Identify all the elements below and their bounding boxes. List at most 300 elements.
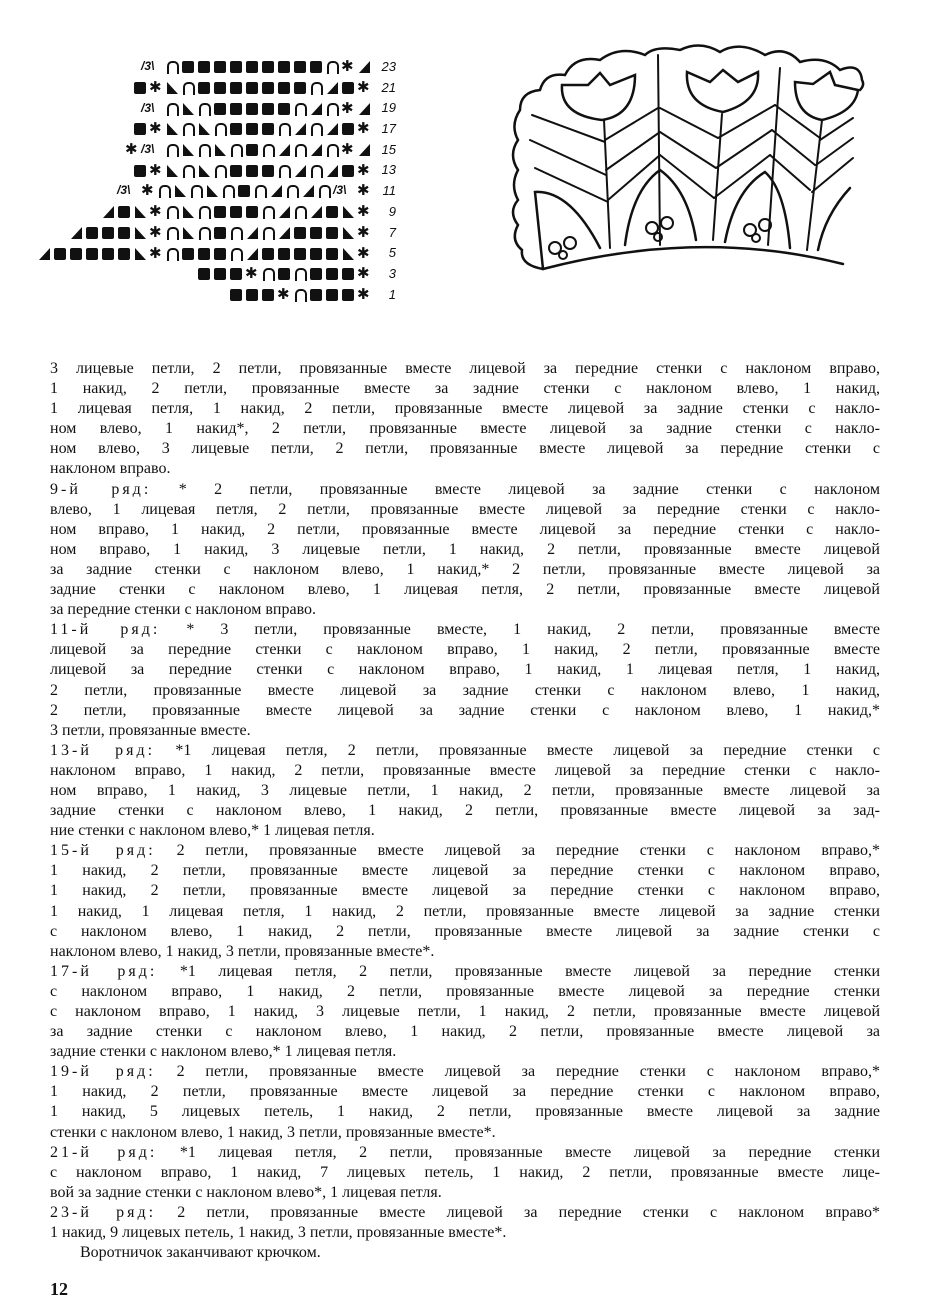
text-line: [50, 701, 880, 721]
knit-stitch-square-icon: [212, 60, 228, 74]
asterisk-repeat-icon: [356, 164, 372, 178]
k2tog-left-lean-icon: [300, 184, 316, 198]
k2tog-right-lean-icon: [180, 226, 196, 240]
knit-stitch-square-icon: [244, 288, 260, 302]
knit-stitch-square-icon: [100, 226, 116, 240]
yarn-over-arc-icon: [276, 164, 292, 178]
knit-stitch-square-icon: [260, 81, 276, 95]
instruction-paragraph: [50, 1203, 880, 1243]
instruction-paragraph: [50, 480, 880, 621]
asterisk-repeat-icon: [356, 226, 372, 240]
text-line: [50, 540, 880, 560]
asterisk-repeat-icon: [340, 143, 356, 157]
k2tog-left-lean-icon: [276, 226, 292, 240]
line-text: * 2 петли, провязанные вместе лицевой за задние стенки с наклоном: [151, 480, 880, 498]
k2tog-left-lean-icon: [292, 164, 308, 178]
line-text: *1 лицевая петля, 2 петли, провязанные вместе лицевой за передние стенки с: [155, 741, 880, 759]
instruction-paragraph: [50, 741, 880, 841]
knit-stitch-square-icon: [276, 81, 292, 95]
row-heading: 17-й ряд:: [50, 962, 158, 980]
yarn-over-arc-icon: [212, 164, 228, 178]
k2tog-left-lean-icon: [356, 143, 372, 157]
knit-stitch-square-icon: [244, 60, 260, 74]
knit-stitch-square-icon: [244, 143, 260, 157]
k2tog-right-lean-icon: [164, 122, 180, 136]
line-text: *1 лицевая петля, 2 петли, провязанные вместе лицевой за передние стенки: [157, 1143, 881, 1161]
row-heading: 11-й ряд:: [50, 621, 161, 639]
chart-row: [30, 243, 400, 264]
line-text: лицевой за передние стенки с наклоном вправо, 1 накид, 1 лицевая петля, 1 накид,: [50, 661, 880, 679]
yarn-over-arc-icon: [308, 164, 324, 178]
line-text: ном влево, 1 накид*, 2 петли, провязанные вместе лицевой за задние стенки с накло-: [50, 420, 880, 438]
k3tog-icon: [140, 143, 164, 157]
row-heading: 23-й ряд:: [50, 1203, 157, 1221]
knit-stitch-square-icon: [340, 122, 356, 136]
yarn-over-arc-icon: [292, 267, 308, 281]
k2tog-right-lean-icon: [196, 122, 212, 136]
knit-stitch-square-icon: [292, 81, 308, 95]
line-text: 2 петли, провязанные вместе лицевой за передние стенки с наклоном вправо,*: [155, 842, 880, 860]
k2tog-left-lean-icon: [308, 205, 324, 219]
knit-stitch-square-icon: [212, 267, 228, 281]
k3tog-icon: [140, 102, 164, 116]
line-text: 3 петли, провязанные вместе.: [50, 721, 251, 739]
knit-stitch-square-icon: [260, 164, 276, 178]
text-line: [50, 1123, 880, 1143]
asterisk-repeat-icon: [148, 226, 164, 240]
knit-stitch-square-icon: [132, 164, 148, 178]
chart-row: [30, 264, 400, 285]
text-line: [50, 881, 880, 901]
knit-stitch-square-icon: [308, 247, 324, 261]
yarn-over-arc-icon: [284, 184, 300, 198]
knit-stitch-square-icon: [196, 267, 212, 281]
knit-stitch-square-icon: [308, 226, 324, 240]
line-text: ном вправо, 1 накид, 3 лицевые петли, 1 накид, 2 петли, провязанные вместе лицевой за: [50, 781, 880, 799]
k2tog-right-lean-icon: [132, 205, 148, 219]
k2tog-right-lean-icon: [132, 247, 148, 261]
line-text: с наклоном вправо, 1 накид, 3 лицевые петли, 1 накид, 2 петли, провязанные вместе лицевой: [50, 1003, 880, 1020]
k2tog-left-lean-icon: [324, 122, 340, 136]
yarn-over-arc-icon: [260, 267, 276, 281]
asterisk-repeat-icon: [276, 288, 292, 302]
k2tog-right-lean-icon: [196, 164, 212, 178]
asterisk-repeat-icon: [356, 247, 372, 261]
knit-stitch-square-icon: [180, 247, 196, 261]
instruction-paragraph: [50, 1062, 880, 1142]
text-line: [50, 962, 880, 982]
k2tog-left-lean-icon: [276, 143, 292, 157]
k2tog-left-lean-icon: [100, 205, 116, 219]
line-text: 1 накид, 9 лицевых петель, 1 накид, 3 петли, провязанные вместе*.: [50, 1224, 507, 1242]
chart-row: [30, 160, 400, 181]
yarn-over-arc-icon: [260, 205, 276, 219]
k2tog-left-lean-icon: [308, 102, 324, 116]
yarn-over-arc-icon: [164, 226, 180, 240]
text-line: [50, 560, 880, 580]
yarn-over-arc-icon: [164, 60, 180, 74]
asterisk-repeat-icon: [356, 81, 372, 95]
knit-stitch-square-icon: [324, 247, 340, 261]
k2tog-right-lean-icon: [212, 143, 228, 157]
asterisk-repeat-icon: [148, 247, 164, 261]
yarn-over-arc-icon: [260, 143, 276, 157]
row-number: 15: [381, 141, 396, 157]
yarn-over-arc-icon: [164, 205, 180, 219]
yarn-over-arc-icon: [196, 143, 212, 157]
yarn-over-arc-icon: [292, 102, 308, 116]
knit-stitch-square-icon: [212, 226, 228, 240]
line-text: наклоном влево, 1 накид, 3 петли, провязанные вместе*.: [50, 942, 435, 960]
text-line: [50, 1062, 880, 1082]
text-line: [50, 861, 880, 881]
yarn-over-arc-icon: [156, 184, 172, 198]
knit-stitch-square-icon: [340, 81, 356, 95]
yarn-over-arc-icon: [196, 226, 212, 240]
collar-bottom-edge: [543, 247, 843, 269]
row-number: 23: [381, 59, 396, 74]
knit-stitch-square-icon: [244, 102, 260, 116]
instruction-paragraph: [50, 841, 880, 962]
knit-stitch-square-icon: [212, 81, 228, 95]
line-text: 1 накид, 2 петли, провязанные вместе лицевой за передние стенки с наклоном вправо,: [50, 862, 880, 880]
line-text: наклоном вправо, 1 накид, 2 петли, провязанные вместе лицевой за передние стенки с накло-: [50, 761, 880, 779]
knit-stitch-square-icon: [260, 102, 276, 116]
text-line: [50, 640, 880, 660]
knit-stitch-square-icon: [228, 102, 244, 116]
instructions-text: [50, 359, 880, 1263]
row-heading: 15-й ряд:: [50, 842, 156, 860]
line-text: ном вправо, 1 накид, 3 лицевые петли, 1 накид, 2 петли, провязанные вместе лицевой: [50, 540, 880, 558]
knit-stitch-square-icon: [84, 247, 100, 261]
text-line: [50, 681, 880, 701]
text-line: [50, 600, 880, 620]
text-line: [50, 922, 880, 942]
knit-stitch-square-icon: [276, 267, 292, 281]
knit-stitch-square-icon: [212, 102, 228, 116]
line-text: вой за задние стенки с наклоном влево*, 1 лицевая петля.: [50, 1183, 442, 1201]
instruction-paragraph: [50, 1143, 880, 1203]
line-text: 1 накид, 2 петли, провязанные вместе за задние стенки с наклоном влево, 1 накид,: [50, 380, 880, 398]
k2tog-left-lean-icon: [324, 81, 340, 95]
row-heading: 21-й ряд:: [50, 1143, 158, 1161]
line-text: 1 накид, 2 петли, провязанные вместе лицевой за передние стенки с наклоном вправо,: [50, 1083, 880, 1101]
text-line: [50, 1243, 880, 1263]
knit-stitch-square-icon: [276, 60, 292, 74]
k3tog-icon: [332, 184, 356, 198]
line-text: лицевой за передние стенки с наклоном вправо, 1 накид, 2 петли, провязанные вместе: [50, 641, 880, 659]
knit-stitch-square-icon: [308, 288, 324, 302]
k2tog-right-lean-icon: [164, 81, 180, 95]
knit-stitch-square-icon: [276, 247, 292, 261]
knit-stitch-square-icon: [212, 205, 228, 219]
knit-stitch-square-icon: [132, 81, 148, 95]
yarn-over-arc-icon: [180, 122, 196, 136]
asterisk-repeat-icon: [356, 205, 372, 219]
text-line: [50, 439, 880, 459]
yarn-over-arc-icon: [164, 247, 180, 261]
yarn-over-arc-icon: [196, 205, 212, 219]
line-text: задние стенки с наклоном влево, 1 лицевая петля, 2 петли, провязанные вместе лицевой: [50, 581, 880, 599]
knit-stitch-square-icon: [292, 226, 308, 240]
row-heading: 9-й ряд:: [50, 480, 152, 498]
line-text: с наклоном вправо, 1 накид, 7 лицевых петель, 1 накид, 2 петли, провязанные вместе лице-: [50, 1163, 880, 1181]
line-text: наклоном вправо.: [50, 460, 171, 478]
knit-stitch-square-icon: [340, 164, 356, 178]
k2tog-left-lean-icon: [36, 247, 52, 261]
yarn-over-arc-icon: [212, 122, 228, 136]
text-line: [50, 480, 880, 500]
knit-stitch-square-icon: [84, 226, 100, 240]
k2tog-left-lean-icon: [244, 226, 260, 240]
knit-stitch-square-icon: [116, 247, 132, 261]
text-line: [50, 821, 880, 841]
text-line: [50, 500, 880, 520]
knit-stitch-square-icon: [244, 122, 260, 136]
chart-row: [30, 78, 400, 99]
knit-stitch-square-icon: [244, 164, 260, 178]
text-line: [50, 801, 880, 821]
row-number: 1: [388, 286, 396, 302]
text-line: [50, 379, 880, 399]
yarn-over-arc-icon: [276, 122, 292, 136]
k2tog-left-lean-icon: [276, 205, 292, 219]
yarn-over-arc-icon: [324, 60, 340, 74]
yarn-over-arc-icon: [292, 288, 308, 302]
text-line: [50, 580, 880, 600]
line-text: ном влево, 3 лицевые петли, 2 петли, провязанные вместе лицевой за передние стенки с: [50, 440, 880, 458]
knit-stitch-square-icon: [236, 184, 252, 198]
text-line: [50, 620, 880, 640]
knit-stitch-square-icon: [260, 60, 276, 74]
knit-stitch-square-icon: [292, 247, 308, 261]
line-text: * 3 петли, провязанные вместе, 1 накид, 2 петли, провязанные вместе: [160, 621, 880, 639]
k2tog-left-lean-icon: [356, 60, 372, 74]
k2tog-right-lean-icon: [204, 184, 220, 198]
chart-row: [30, 202, 400, 223]
k2tog-right-lean-icon: [340, 205, 356, 219]
knit-stitch-square-icon: [292, 60, 308, 74]
knit-stitch-square-icon: [324, 205, 340, 219]
text-line: [50, 1002, 880, 1022]
text-line: [50, 1203, 880, 1223]
knit-stitch-square-icon: [180, 60, 196, 74]
yarn-over-arc-icon: [308, 122, 324, 136]
knit-stitch-square-icon: [260, 247, 276, 261]
yarn-over-arc-icon: [164, 143, 180, 157]
knit-stitch-square-icon: [196, 81, 212, 95]
yarn-over-arc-icon: [260, 226, 276, 240]
asterisk-repeat-icon: [148, 81, 164, 95]
chart-row: [30, 140, 400, 161]
k2tog-left-lean-icon: [324, 164, 340, 178]
text-line: [50, 459, 880, 479]
knit-stitch-square-icon: [52, 247, 68, 261]
instruction-paragraph: [50, 620, 880, 741]
yarn-over-arc-icon: [292, 205, 308, 219]
knit-stitch-square-icon: [340, 267, 356, 281]
knit-stitch-square-icon: [132, 122, 148, 136]
knit-stitch-square-icon: [244, 81, 260, 95]
text-line: [50, 1223, 880, 1243]
knit-stitch-square-icon: [324, 267, 340, 281]
knit-stitch-square-icon: [276, 102, 292, 116]
yarn-over-arc-icon: [324, 143, 340, 157]
asterisk-repeat-icon: [356, 122, 372, 136]
chart-row: [30, 119, 400, 140]
page-number: 12: [50, 1279, 68, 1299]
row-number: 9: [388, 203, 396, 219]
k3tog-icon: [140, 60, 164, 74]
line-text: *1 лицевая петля, 2 петли, провязанные вместе лицевой за передние стенки: [157, 962, 881, 980]
row-number: 3: [388, 265, 396, 281]
row-number: 11: [382, 183, 396, 199]
chart-row: [30, 181, 400, 202]
knit-stitch-square-icon: [308, 267, 324, 281]
k2tog-left-lean-icon: [356, 102, 372, 116]
text-line: [50, 781, 880, 801]
asterisk-repeat-icon: [148, 205, 164, 219]
knit-stitch-square-icon: [228, 205, 244, 219]
text-line: [50, 1143, 880, 1163]
yarn-over-arc-icon: [228, 226, 244, 240]
line-text: за задние стенки с наклоном влево, 1 накид, 2 петли, провязанные вместе лицевой за: [50, 1023, 880, 1041]
row-number: 21: [381, 79, 396, 95]
asterisk-repeat-icon: [244, 267, 260, 281]
k2tog-left-lean-icon: [308, 143, 324, 157]
yarn-over-arc-icon: [164, 102, 180, 116]
knit-stitch-square-icon: [212, 247, 228, 261]
line-text: 2 петли, провязанные вместе лицевой за задние стенки с наклоном влево, 1 накид,: [50, 681, 880, 699]
yarn-over-arc-icon: [188, 184, 204, 198]
knit-stitch-square-icon: [228, 60, 244, 74]
line-text: 2 петли, провязанные вместе лицевой за задние стенки с наклоном влево, 1 накид,*: [50, 701, 880, 719]
k2tog-right-lean-icon: [172, 184, 188, 198]
k2tog-right-lean-icon: [132, 226, 148, 240]
knit-stitch-square-icon: [228, 164, 244, 178]
instruction-paragraph: [50, 359, 880, 480]
k2tog-right-lean-icon: [340, 226, 356, 240]
text-line: [50, 660, 880, 680]
line-text: ном вправо, 1 накид, 2 петли, провязанные вместе лицевой за передние стенки с накло-: [50, 520, 880, 538]
asterisk-repeat-icon: [356, 288, 372, 302]
knit-stitch-square-icon: [228, 122, 244, 136]
row-number: 19: [381, 100, 396, 116]
row-number: 13: [381, 162, 396, 178]
yarn-over-arc-icon: [220, 184, 236, 198]
text-line: [50, 359, 880, 379]
text-line: [50, 1102, 880, 1122]
asterisk-repeat-icon: [148, 122, 164, 136]
asterisk-repeat-icon: [356, 267, 372, 281]
knit-stitch-square-icon: [260, 122, 276, 136]
line-text: 1 накид, 2 петли, провязанные вместе лицевой за передние стенки с наклоном вправо,: [50, 882, 880, 900]
k2tog-left-lean-icon: [268, 184, 284, 198]
text-line: [50, 902, 880, 922]
asterisk-repeat-icon: [340, 102, 356, 116]
yarn-over-arc-icon: [228, 143, 244, 157]
knit-stitch-square-icon: [68, 247, 84, 261]
text-line: [50, 982, 880, 1002]
knit-stitch-square-icon: [228, 288, 244, 302]
chart-row: [30, 223, 400, 244]
knit-stitch-square-icon: [228, 81, 244, 95]
knit-stitch-square-icon: [244, 205, 260, 219]
collar-embroidery-illustration: [510, 40, 900, 280]
line-text: 3 лицевые петли, 2 петли, провязанные вместе лицевой за передние стенки с наклоном вправо,: [50, 360, 880, 377]
yarn-over-arc-icon: [196, 102, 212, 116]
asterisk-repeat-icon: [356, 184, 372, 198]
line-text: задние стенки с наклоном влево, 1 накид, 2 петли, провязанные вместе лицевой за зад-: [50, 802, 880, 820]
text-line: [50, 721, 880, 741]
chart-row: [30, 285, 400, 306]
k2tog-right-lean-icon: [180, 205, 196, 219]
line-text: влево, 1 лицевая петля, 2 петли, провязанные вместе лицевой за передние стенки с накло-: [50, 500, 880, 518]
text-line: [50, 1022, 880, 1042]
line-text: задние стенки с наклоном влево,* 1 лицевая петля.: [50, 1043, 397, 1061]
instruction-paragraph: [50, 1243, 880, 1263]
line-text: 1 накид, 5 лицевых петель, 1 накид, 2 петли, провязанные вместе лицевой за задние: [50, 1103, 880, 1121]
knit-stitch-square-icon: [324, 288, 340, 302]
asterisk-repeat-icon: [148, 164, 164, 178]
instruction-paragraph: [50, 962, 880, 1062]
knit-stitch-square-icon: [228, 267, 244, 281]
k3tog-icon: [116, 184, 140, 198]
chart-row: [30, 98, 400, 119]
text-line: [50, 1042, 880, 1062]
line-text: 1 лицевая петля, 1 накид, 2 петли, провязанные вместе лицевой за задние стенки с накло-: [50, 400, 880, 418]
asterisk-repeat-icon: [340, 60, 356, 74]
chart-row: [30, 57, 400, 78]
line-text: 2 петли, провязанные вместе лицевой за передние стенки с наклоном вправо*: [156, 1203, 881, 1221]
text-line: [50, 942, 880, 962]
yarn-over-arc-icon: [292, 143, 308, 157]
knit-stitch-square-icon: [260, 288, 276, 302]
knit-stitch-square-icon: [196, 60, 212, 74]
text-line: [50, 841, 880, 861]
knitting-chart: [30, 57, 400, 305]
row-number: 17: [381, 121, 396, 137]
knit-stitch-square-icon: [116, 205, 132, 219]
asterisk-repeat-icon: [140, 184, 156, 198]
k2tog-right-lean-icon: [164, 164, 180, 178]
line-text: Воротничок заканчивают крючком.: [80, 1244, 321, 1262]
asterisk-repeat-icon: [124, 143, 140, 157]
yarn-over-arc-icon: [252, 184, 268, 198]
text-line: [50, 741, 880, 761]
yarn-over-arc-icon: [180, 81, 196, 95]
line-text: за задние стенки с наклоном влево, 1 накид,* 2 петли, провязанные вместе лицевой за: [50, 560, 880, 578]
yarn-over-arc-icon: [308, 81, 324, 95]
text-line: [50, 761, 880, 781]
knit-stitch-square-icon: [324, 226, 340, 240]
row-number: 5: [388, 245, 396, 261]
knit-stitch-square-icon: [116, 226, 132, 240]
text-line: [50, 1183, 880, 1203]
knit-stitch-square-icon: [100, 247, 116, 261]
yarn-over-arc-icon: [324, 102, 340, 116]
tulip-flowers: [562, 70, 858, 120]
k2tog-left-lean-icon: [292, 122, 308, 136]
row-heading: 19-й ряд:: [50, 1063, 156, 1081]
k2tog-right-lean-icon: [180, 143, 196, 157]
knit-stitch-square-icon: [196, 247, 212, 261]
knit-stitch-square-icon: [340, 288, 356, 302]
text-line: [50, 419, 880, 439]
text-line: [50, 1163, 880, 1183]
knit-stitch-square-icon: [308, 60, 324, 74]
line-text: ние стенки с наклоном влево,* 1 лицевая петля.: [50, 822, 375, 840]
